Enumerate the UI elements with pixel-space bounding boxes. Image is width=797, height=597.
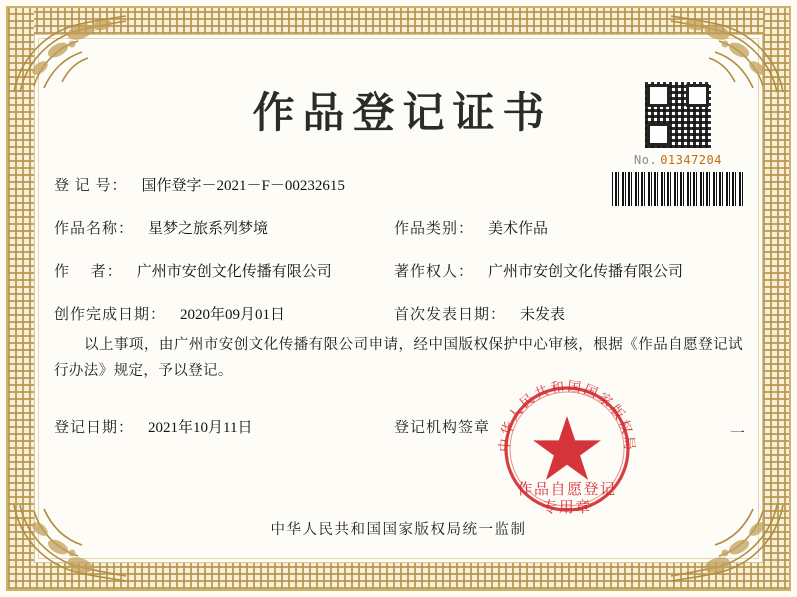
border-band-left — [8, 8, 34, 589]
seal-star-icon — [533, 416, 601, 480]
page-title: 作品登记证书 — [252, 88, 553, 137]
field-label: 作品类别： — [394, 221, 475, 237]
field-label: 登 记 号： — [54, 178, 128, 194]
field-value: 美术作品 — [488, 221, 549, 237]
field-list — [54, 174, 743, 346]
field-registration-date — [54, 416, 394, 437]
statement-paragraph: 以上事项，由广州市安创文化传播有限公司申请，经中国版权保护中心审核，根据《作品自愿登记试行办法》规定，予以登记。 — [54, 337, 743, 379]
field-label: 首次发表日期： — [394, 307, 507, 323]
field-row-work-title — [54, 217, 743, 238]
field-value: 未发表 — [520, 307, 566, 323]
field-registration-number — [54, 174, 394, 195]
field-label: 登记机构签章 — [394, 420, 491, 436]
seal-line-1: 作品自愿登记 — [517, 480, 617, 498]
dash-mark: 一 — [729, 426, 745, 442]
seal-line-2: 专用章 — [542, 498, 592, 516]
border-band-right — [763, 8, 789, 589]
field-row-dates — [54, 303, 743, 324]
field-value: 星梦之旅系列梦境 — [148, 221, 269, 237]
serial-value: 01347204 — [660, 153, 722, 167]
field-value: 国作登字－2021－F－00232615 — [141, 178, 345, 194]
field-author — [54, 260, 394, 281]
field-value: 2020年09月01日 — [180, 307, 286, 323]
seal-outer-text: 中华人民共和国国家版权局 — [496, 378, 638, 453]
serial-label: No. — [634, 153, 658, 167]
field-label: 创作完成日期： — [54, 307, 167, 323]
border-band-top — [8, 8, 789, 34]
certificate-content — [44, 44, 753, 553]
field-label: 登记日期： — [54, 420, 135, 436]
border-band-bottom — [8, 563, 789, 589]
field-label: 作 者： — [54, 264, 123, 280]
field-value: 2021年10月11日 — [148, 420, 253, 436]
field-work-title — [54, 217, 394, 238]
official-seal — [492, 374, 642, 524]
serial-number — [603, 153, 753, 167]
field-label: 著作权人： — [394, 264, 475, 280]
field-row-author — [54, 260, 743, 281]
field-first-publication-date — [394, 303, 743, 324]
field-completion-date — [54, 303, 394, 324]
field-label: 作品名称： — [54, 221, 135, 237]
qr-code-icon — [645, 82, 711, 148]
field-work-category — [394, 217, 743, 238]
field-copyright-owner — [394, 260, 743, 281]
field-value: 广州市安创文化传播有限公司 — [488, 264, 684, 280]
field-value: 广州市安创文化传播有限公司 — [136, 264, 332, 280]
footer-text: 中华人民共和国国家版权局统一监制 — [270, 522, 527, 538]
field-row-registration-number — [54, 174, 743, 195]
